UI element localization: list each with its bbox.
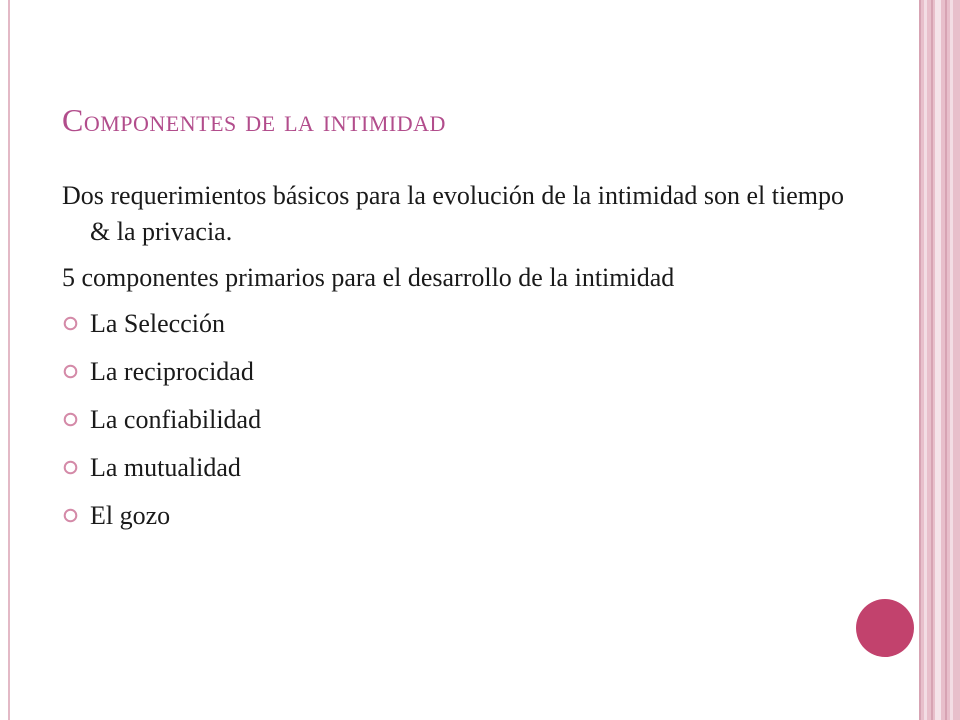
list-item-label: La Selección <box>90 309 225 338</box>
ring-bullet-icon <box>62 315 79 332</box>
decorative-circle <box>856 599 914 657</box>
list-item <box>62 354 862 390</box>
ring-bullet-icon <box>62 459 79 476</box>
band-stripe <box>924 0 927 720</box>
list-item-label: La mutualidad <box>90 453 241 482</box>
paragraph-components: 5 componentes primarios para el desarrollo de la intimidad <box>62 263 675 292</box>
band-stripe <box>950 0 953 720</box>
slide-body <box>62 178 862 546</box>
slide-title: Componentes de la intimidad <box>62 102 446 138</box>
ring-bullet-icon <box>62 411 79 428</box>
list-item-label: La reciprocidad <box>90 357 254 386</box>
band-stripe <box>935 0 941 720</box>
list-item <box>62 498 862 534</box>
list-item-label: El gozo <box>90 501 171 530</box>
band-stripe <box>919 0 921 720</box>
ring-bullet-icon <box>62 363 79 380</box>
band-stripe <box>931 0 933 720</box>
right-decorative-band <box>919 0 960 720</box>
list-item-label: La confiabilidad <box>90 405 262 434</box>
list-item <box>62 402 862 438</box>
ring-bullet-icon <box>62 507 79 524</box>
list-item <box>62 306 862 342</box>
list-item <box>62 450 862 486</box>
component-list <box>62 306 862 534</box>
paragraph-requirements: Dos requerimientos básicos para la evolución de la intimidad son el tiempo & la privacia. <box>62 181 844 246</box>
band-stripe <box>945 0 947 720</box>
left-border-line <box>8 0 10 720</box>
